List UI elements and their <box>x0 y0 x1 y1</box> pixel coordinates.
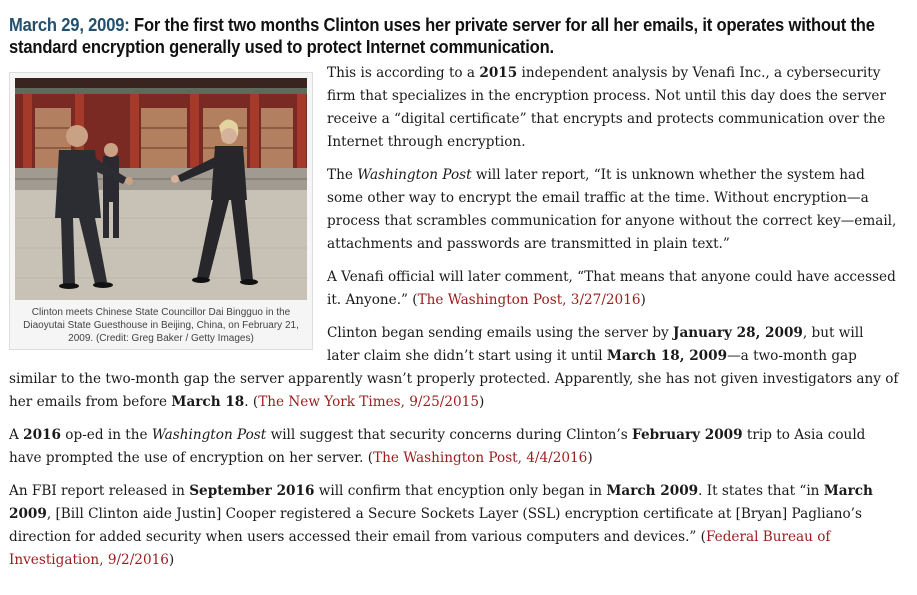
text: . ( <box>244 394 259 410</box>
text: , but will later claim she didn’t start using it until <box>327 325 864 364</box>
paragraph-6 <box>9 480 899 572</box>
paragraph-5 <box>9 424 899 470</box>
bold-text: March 2009 <box>606 483 699 499</box>
text: . It states that “in <box>698 483 824 499</box>
bold-text: March 2009 <box>9 483 873 522</box>
source-link-fbi[interactable]: Federal Bureau of Investigation, 9/2/2016 <box>9 529 831 568</box>
bold-text: September 2016 <box>189 483 315 499</box>
source-link-nytimes[interactable]: The New York Times, 9/25/2015 <box>258 394 479 410</box>
headline-text: For the first two months Clinton uses her private server for all her emails, it operates without the standard encryption generally used to protect Internet communication. <box>9 15 875 57</box>
text: An FBI report released in <box>9 483 190 499</box>
text: ) <box>168 552 175 568</box>
text: ) <box>478 394 485 410</box>
bold-text: March 18, 2009 <box>606 348 728 364</box>
text: independent analysis by Venafi Inc., a cybersecurity firm that specializes in the encryption process. Not until this day does the server receive a “digital certificate” that encrypts and protects communication over the Internet through encryption. <box>327 65 886 150</box>
entry-headline <box>9 14 901 58</box>
italic-text: Washington Post <box>151 427 267 443</box>
text: will confirm that encyption only began in <box>314 483 607 499</box>
text: ) <box>587 450 593 466</box>
text: ) <box>640 292 646 308</box>
text: Clinton began sending emails using the server by <box>327 325 674 341</box>
text: This is according to a <box>327 65 480 81</box>
text: will suggest that security concerns during Clinton’s <box>266 427 633 443</box>
photo-caption: Clinton meets Chinese State Councillor Dai Bingguo in the Diaoyutai State Guesthouse in Beijing, China, on February 21, 2009. (Credit: Greg Baker / Getty Images) <box>23 307 299 344</box>
bold-text: 2016 <box>23 427 61 443</box>
timeline-entry <box>9 14 899 582</box>
text: The <box>327 167 358 183</box>
photo-figure <box>9 72 313 350</box>
bold-text: March 18 <box>171 394 245 410</box>
text: A <box>9 427 24 443</box>
photo-image <box>15 78 307 300</box>
source-link-washington-post-2[interactable]: The Washington Post, 4/4/2016 <box>373 450 588 466</box>
text: , [Bill Clinton aide Justin] Cooper registered a Secure Sockets Layer (SSL) encryption certificate at [Bryan] Pagliano’s direction for added security when users accessed their email from various computers and devices.” ( <box>9 506 862 545</box>
bold-text: January 28, 2009 <box>673 325 803 341</box>
bold-text: February 2009 <box>632 427 743 443</box>
italic-text: Washington Post <box>357 167 472 183</box>
text: will later report, “It is unknown whether the system had some other way to encrypt the email traffic at the time. Without encryption—a process that scrambles communication for anyone without the correct key—email, attachments and passwords are transmitted in plain text.” <box>327 167 897 252</box>
text: op-ed in the <box>60 427 152 443</box>
text: A Venafi official will later comment, “That means that anyone could have accessed it. Anyone.” ( <box>327 269 896 308</box>
bold-text: 2015 <box>479 65 518 81</box>
text: —a two-month gap similar to the two-month gap the server apparently wasn’t properly protected. Apparently, she has not given investigators any of her emails from before <box>9 348 899 410</box>
entry-date: March 29, 2009: <box>9 15 130 35</box>
text: trip to Asia could have prompted the use of encryption on her server. ( <box>9 427 866 466</box>
source-link-washington-post[interactable]: The Washington Post, 3/27/2016 <box>417 292 641 308</box>
